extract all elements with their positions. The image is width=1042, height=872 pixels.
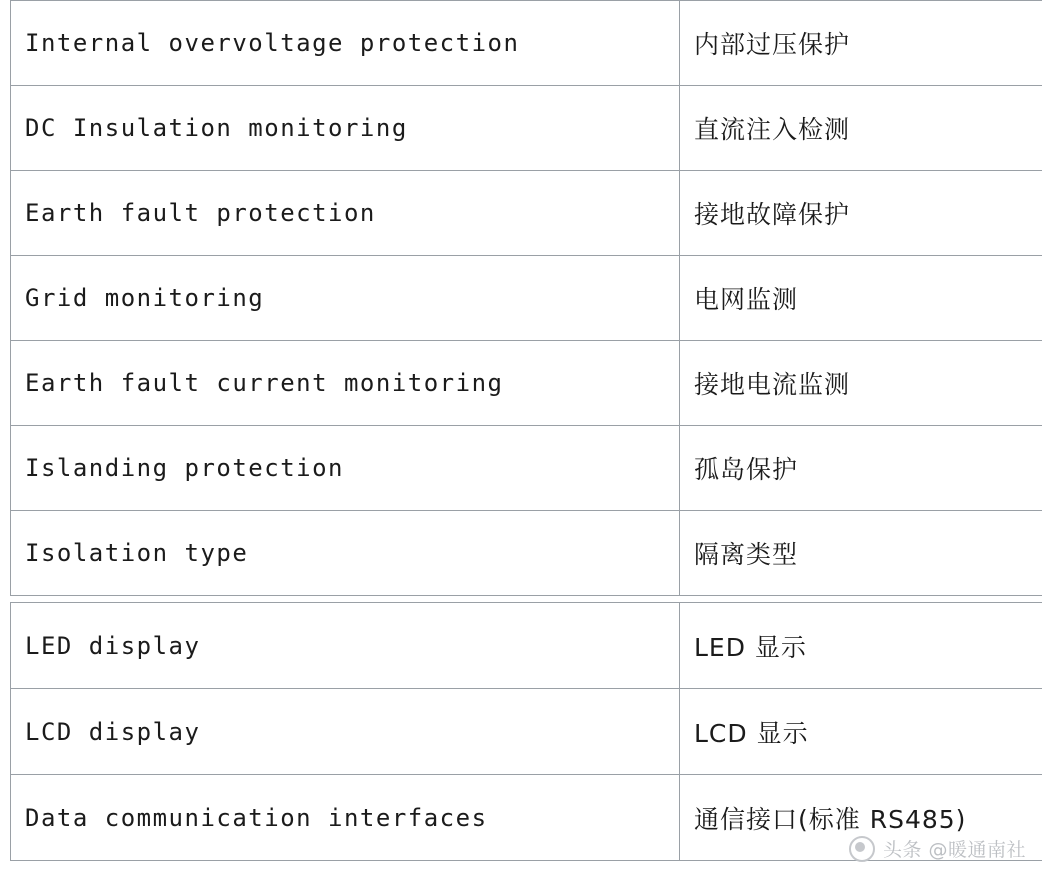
cell-english	[11, 775, 680, 861]
cell-chinese	[680, 511, 1042, 596]
cell-text-en: Earth fault protection	[25, 199, 376, 227]
cell-text-en: Grid monitoring	[25, 284, 265, 312]
cell-text-zh: 直流注入检测	[694, 115, 851, 144]
cell-chinese	[680, 86, 1042, 171]
cell-chinese	[680, 426, 1042, 511]
cell-text-en: Islanding protection	[25, 454, 344, 482]
cell-english	[11, 1, 680, 86]
cell-english	[11, 511, 680, 596]
cell-text-zh: 孤岛保护	[694, 455, 799, 484]
table-row	[11, 775, 1042, 861]
cell-chinese	[680, 775, 1042, 861]
table-row	[11, 603, 1042, 689]
table-body	[11, 1, 1042, 596]
cell-english	[11, 426, 680, 511]
table-row	[11, 689, 1042, 775]
table-row	[11, 256, 1042, 341]
cell-text-en: LCD display	[25, 717, 201, 746]
cell-text-zh: 接地故障保护	[694, 200, 851, 229]
cell-chinese	[680, 341, 1042, 426]
cell-text-en: Data communication interfaces	[25, 803, 488, 832]
table-row	[11, 1, 1042, 86]
table-body	[11, 603, 1042, 861]
cell-english	[11, 171, 680, 256]
table-row	[11, 171, 1042, 256]
cell-text-en: Internal overvoltage protection	[25, 29, 520, 57]
cell-chinese	[680, 256, 1042, 341]
cell-text-en: Earth fault current monitoring	[25, 369, 504, 397]
cell-english	[11, 86, 680, 171]
cell-english	[11, 689, 680, 775]
table-row	[11, 341, 1042, 426]
cell-english	[11, 256, 680, 341]
cell-text-en: Isolation type	[25, 539, 249, 567]
cell-text-en: LED display	[25, 631, 201, 660]
watermark-text: 头条 @暖通南社	[882, 839, 1026, 861]
cell-chinese	[680, 689, 1042, 775]
cell-text-zh: LED 显示	[694, 632, 807, 662]
cell-text-zh: LCD 显示	[694, 718, 809, 748]
cell-chinese	[680, 1, 1042, 86]
table-protection-features	[10, 0, 1042, 596]
cell-chinese	[680, 171, 1042, 256]
cell-text-zh: 通信接口(标准 RS485)	[694, 804, 967, 834]
cell-text-en: DC Insulation monitoring	[25, 114, 408, 142]
table-display-and-communication	[10, 602, 1042, 861]
cell-text-zh: 内部过压保护	[694, 30, 851, 59]
table-row	[11, 86, 1042, 171]
cell-chinese	[680, 603, 1042, 689]
table-row	[11, 511, 1042, 596]
cell-text-zh: 隔离类型	[694, 540, 799, 569]
cell-text-zh: 接地电流监测	[694, 370, 851, 399]
cell-text-zh: 电网监测	[694, 285, 799, 314]
cell-english	[11, 603, 680, 689]
cell-english	[11, 341, 680, 426]
table-row	[11, 426, 1042, 511]
